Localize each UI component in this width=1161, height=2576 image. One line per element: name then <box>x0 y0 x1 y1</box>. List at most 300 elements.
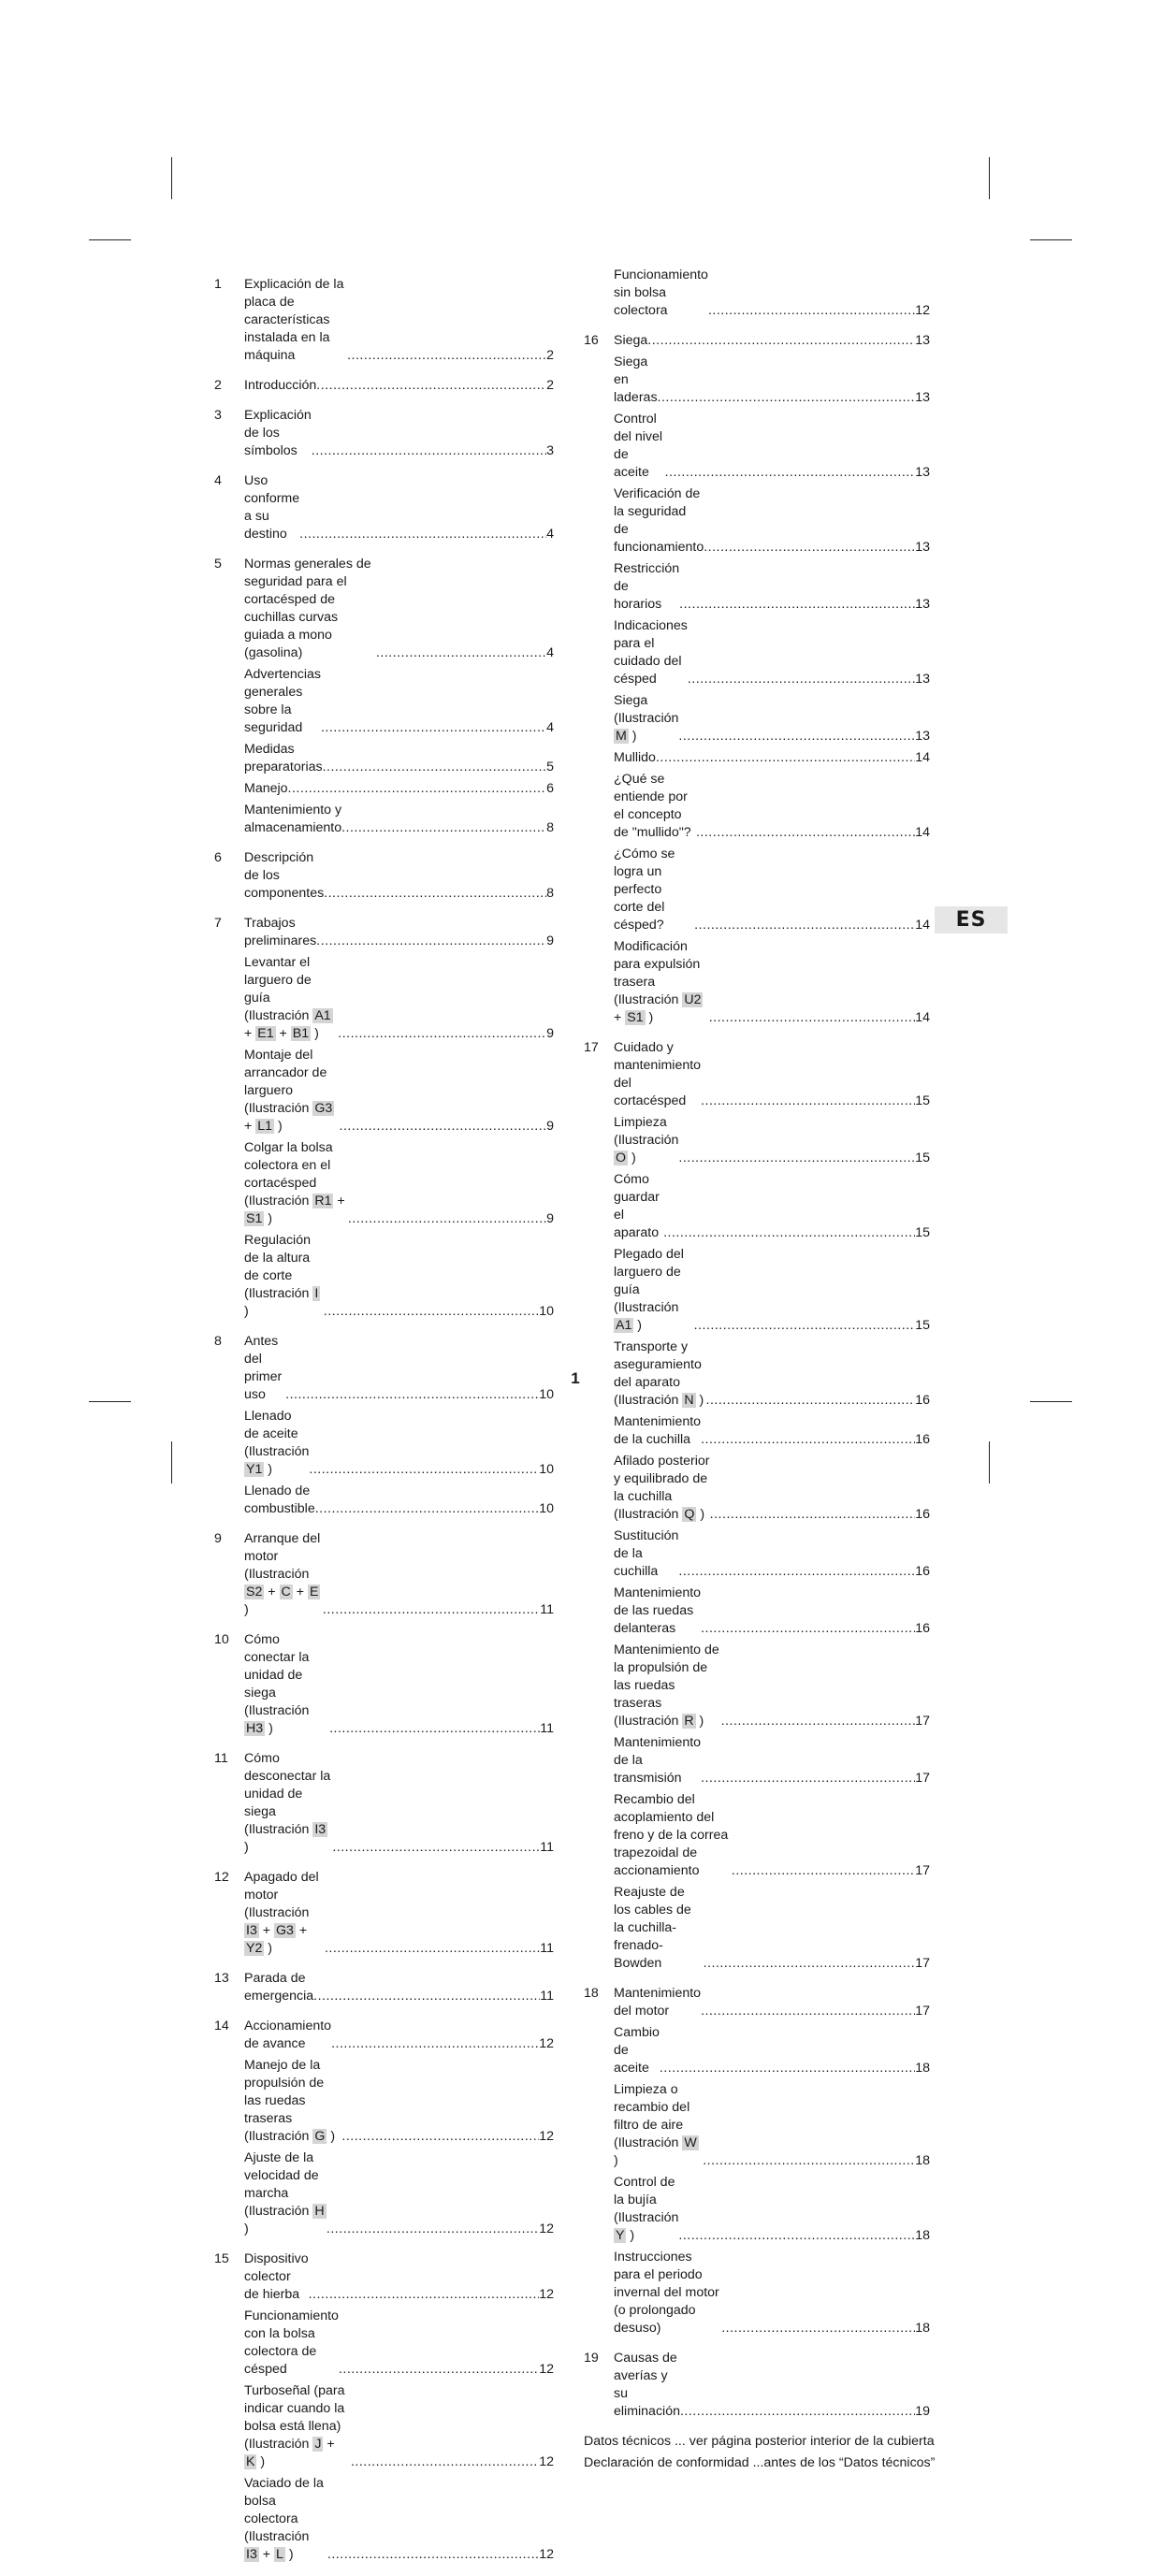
dot-leader <box>299 526 546 543</box>
toc-entry-title <box>244 377 316 395</box>
toc-subsection-line[interactable] <box>614 354 930 407</box>
illustration-ref: B1 <box>292 1026 310 1041</box>
toc-entry-title <box>244 1232 324 1321</box>
dot-leader <box>706 1392 916 1410</box>
toc-subsection-line[interactable] <box>614 771 930 842</box>
dot-leader <box>660 2060 915 2077</box>
dot-leader <box>678 1150 915 1167</box>
toc-title-text: ) <box>264 1211 273 1226</box>
toc-page-number: 4 <box>546 527 554 542</box>
toc-entry-title <box>244 2308 342 2379</box>
toc-entry <box>214 2018 554 2238</box>
dot-leader <box>694 917 915 934</box>
dot-leader <box>341 2128 539 2146</box>
illustration-ref: A1 <box>314 1008 331 1023</box>
toc-subsection-line[interactable] <box>614 2249 930 2337</box>
toc-entry <box>214 276 554 365</box>
toc-title-text: Limpieza (Ilustración <box>614 1115 683 1148</box>
toc-chapter-line[interactable] <box>244 915 554 950</box>
toc-page-number: 12 <box>539 2547 554 2562</box>
toc-title-text: ) <box>244 1286 325 1319</box>
dot-leader <box>665 464 916 482</box>
toc-chapter-number: 5 <box>214 557 222 572</box>
toc-subsection-line[interactable] <box>614 617 930 688</box>
toc-page-number: 12 <box>915 303 930 318</box>
toc-left-column <box>214 276 554 2576</box>
toc-title-text: Colgar la bolsa colectora en el cortacésped (Ilustración <box>244 1140 337 1208</box>
toc-title-text: Arranque del motor (Ilustración <box>244 1531 325 1582</box>
toc-chapter-line[interactable] <box>244 849 554 903</box>
toc-entry-title <box>614 1791 732 1880</box>
toc-subsection-line[interactable] <box>614 1339 930 1410</box>
dot-leader <box>348 1210 546 1228</box>
toc-page-number: 16 <box>915 1564 930 1579</box>
toc-title-text: Llenado de aceite (Ilustración <box>244 1409 313 1459</box>
toc-entry <box>584 1039 930 1973</box>
toc-chapter-line[interactable] <box>244 1631 554 1738</box>
dot-leader <box>321 719 546 737</box>
toc-title-text: Advertencias generales sobre la seguridad <box>244 667 325 735</box>
toc-subsection-line[interactable] <box>614 560 930 614</box>
toc-subsection-line[interactable] <box>614 692 930 745</box>
toc-entry <box>214 1750 554 1857</box>
toc-chapter-line[interactable] <box>244 407 554 460</box>
illustration-ref: A1 <box>616 1318 632 1333</box>
toc-title-text: Introducción <box>244 378 317 393</box>
toc-subsection-line[interactable] <box>614 411 930 482</box>
toc-title-text: Manejo <box>244 781 288 796</box>
illustration-ref: I <box>314 1286 319 1301</box>
toc-subsection-line[interactable] <box>244 666 554 737</box>
toc-title-text: ) <box>626 2228 635 2243</box>
toc-page-number: 2 <box>546 378 554 393</box>
toc-title-text: + <box>333 1194 349 1208</box>
toc-subsection-line[interactable] <box>244 2057 554 2146</box>
illustration-ref: M <box>616 729 627 744</box>
toc-page-number: 14 <box>915 825 930 840</box>
toc-page-number: 13 <box>915 390 930 405</box>
toc-entry-title <box>244 2475 327 2564</box>
toc-entry-title <box>614 1527 683 1581</box>
toc-chapter-line[interactable] <box>244 1970 554 2005</box>
toc-subsection-line[interactable] <box>614 1413 930 1449</box>
toc-chapter-line[interactable] <box>244 556 554 662</box>
dot-leader <box>701 2003 915 2020</box>
dot-leader <box>309 1461 539 1479</box>
toc-title-text: Mantenimiento del motor <box>614 1986 705 2019</box>
toc-entry <box>584 1985 930 2337</box>
language-tab: ES <box>935 906 1008 933</box>
toc-title-text: ) <box>327 2129 336 2144</box>
toc-entry-title <box>244 1530 323 1619</box>
toc-subsection-line[interactable] <box>614 1453 930 1524</box>
crop-mark-top-right-vertical <box>989 157 990 199</box>
toc-title-text: Indicaciones para el cuidado del césped <box>614 618 691 687</box>
toc-title-text: Cómo guardar el aparato <box>614 1172 663 1240</box>
toc-subsection-line[interactable] <box>614 1791 930 1880</box>
toc-entry-title <box>244 2382 351 2471</box>
dot-leader <box>325 1940 540 1958</box>
toc-title-text: Uso conforme a su destino <box>244 473 304 542</box>
dot-leader <box>331 2035 539 2053</box>
toc-chapter-line[interactable] <box>614 1985 930 2020</box>
toc-title-text: Cómo desconectar la unidad de siega (Ilustración <box>244 1751 335 1837</box>
toc-chapter-number: 3 <box>214 408 222 423</box>
toc-subsection-line[interactable] <box>614 1884 930 1973</box>
toc-chapter-number: 2 <box>214 378 222 393</box>
toc-entry <box>214 1530 554 1619</box>
toc-entry-title <box>614 1339 706 1410</box>
toc-page-number: 13 <box>915 672 930 687</box>
toc-entry-title <box>614 1171 663 1242</box>
toc-entry-title <box>244 1869 325 1958</box>
illustration-ref: R1 <box>314 1194 332 1208</box>
dot-leader <box>316 377 546 395</box>
toc-title-text: Mantenimiento de la cuchilla <box>614 1414 705 1447</box>
toc-subsection-line[interactable] <box>614 1171 930 1242</box>
toc-chapter-number: 8 <box>214 1334 222 1349</box>
toc-title-text: Causas de averías y su eliminación <box>614 2351 681 2419</box>
toc-chapter-line[interactable] <box>244 377 554 395</box>
toc-title-text: Verificación de la seguridad de funcionamiento <box>614 486 704 555</box>
toc-entry-title <box>614 2081 703 2170</box>
toc-page-number: 11 <box>540 1989 554 2004</box>
toc-page-number: 12 <box>539 2221 554 2236</box>
toc-chapter-number: 9 <box>214 1531 222 1546</box>
toc-title-text: Cuidado y mantenimiento del cortacésped <box>614 1040 705 1108</box>
toc-entry-title <box>244 741 323 776</box>
toc-title-text: Vaciado de la bolsa colectora (Ilustración <box>244 2476 327 2544</box>
toc-chapter-number: 11 <box>214 1751 228 1766</box>
toc-chapter-line[interactable] <box>244 472 554 543</box>
illustration-ref: L <box>276 2547 283 2562</box>
toc-title-text: Levantar el larguero de guía (Ilustración <box>244 955 315 1023</box>
toc-page-number: 16 <box>915 1393 930 1408</box>
dot-leader <box>339 2361 539 2379</box>
toc-title-text: ) <box>244 1822 332 1855</box>
toc-title-text: Mullido <box>614 750 656 765</box>
dot-leader <box>324 1303 539 1321</box>
toc-title-text: Transporte y aseguramiento del aparato (Ilustración <box>614 1339 705 1408</box>
toc-page-number: 15 <box>915 1151 930 1165</box>
dot-leader <box>678 728 915 745</box>
toc-entry-title <box>244 556 376 662</box>
toc-title-text: Medidas preparatorias <box>244 742 323 774</box>
toc-entry-title <box>244 407 315 460</box>
dot-leader <box>315 1500 540 1518</box>
toc-chapter-line[interactable] <box>244 1333 554 1404</box>
illustration-ref: G3 <box>314 1101 333 1116</box>
toc-subsection-line[interactable] <box>244 1232 554 1321</box>
dot-leader <box>312 442 546 460</box>
crop-mark-bottom-right-horizontal <box>1030 1401 1072 1402</box>
toc-subsection-line[interactable] <box>614 938 930 1027</box>
toc-subsection-line[interactable] <box>244 2149 554 2238</box>
toc-page-number: 13 <box>915 540 930 555</box>
dot-leader <box>351 2453 539 2471</box>
dot-leader <box>323 759 547 776</box>
toc-entry-title <box>614 1413 705 1449</box>
toc-title-text: Cómo conectar la unidad de siega (Ilustración <box>244 1632 313 1718</box>
toc-entry-title <box>614 1734 705 1787</box>
toc-title-text: Normas generales de seguridad para el cortacésped de cuchillas curvas guiada a mono (gasolina) <box>244 557 375 660</box>
toc-title-text: ) <box>695 1393 704 1408</box>
toc-title-text: Ajuste de la velocidad de marcha (Ilustración <box>244 2150 323 2219</box>
toc-title-text: Mantenimiento de las ruedas delanteras <box>614 1585 705 1636</box>
toc-subsection-line[interactable] <box>244 802 554 837</box>
toc-chapter-line[interactable] <box>244 2250 554 2304</box>
toc-subsection-line[interactable] <box>614 1114 930 1167</box>
dot-leader <box>327 2546 539 2564</box>
illustration-ref: H3 <box>246 1721 264 1736</box>
toc-title-text: + <box>275 1026 291 1041</box>
dot-leader <box>679 596 915 614</box>
toc-chapter-line[interactable] <box>614 2350 930 2421</box>
toc-entry-title <box>244 1408 313 1479</box>
toc-entry-title <box>614 560 684 614</box>
illustration-ref: S2 <box>246 1585 263 1599</box>
toc-subsection-line[interactable] <box>244 1139 554 1228</box>
toc-chapter-line[interactable] <box>614 1039 930 1110</box>
toc-title-text: ) <box>695 1714 704 1729</box>
page-number: 1 <box>571 1369 580 1387</box>
toc-page-number: 16 <box>915 1432 930 1447</box>
dot-leader <box>323 1601 540 1619</box>
toc-subsection-line[interactable] <box>614 1527 930 1581</box>
illustration-ref: I3 <box>314 1822 327 1837</box>
toc-entry-title <box>244 1333 285 1404</box>
toc-subsection-line[interactable] <box>244 2308 554 2379</box>
toc-title-text: + <box>292 1585 308 1599</box>
toc-entry-title <box>244 1047 340 1136</box>
dot-leader <box>376 644 546 662</box>
toc-page-number: 14 <box>915 750 930 765</box>
dot-leader <box>340 1118 547 1136</box>
dot-leader <box>324 885 546 903</box>
toc-entry-title <box>614 692 683 745</box>
toc-title-text: + <box>244 1101 339 1134</box>
toc-title-text: Sustitución de la cuchilla <box>614 1528 683 1579</box>
toc-subsection-line[interactable] <box>614 2174 930 2245</box>
toc-right-entries <box>584 267 930 2421</box>
toc-subsection-line[interactable] <box>614 2024 930 2077</box>
toc-title-text: ) <box>256 2454 266 2469</box>
illustration-ref: K <box>246 2454 255 2469</box>
dot-leader <box>701 1770 915 1787</box>
toc-title-text: ) <box>633 1318 643 1333</box>
toc-title-text: ) <box>614 2135 703 2168</box>
toc-entry-title <box>614 617 691 688</box>
toc-entry-title <box>244 276 347 365</box>
toc-page-number: 18 <box>915 2321 930 2336</box>
dot-leader <box>701 1431 915 1449</box>
toc-entry-title <box>614 1985 705 2020</box>
toc-title-text: ) <box>264 1462 273 1477</box>
toc-subsection-line[interactable] <box>614 1585 930 1638</box>
crop-mark-bottom-right-vertical <box>989 1441 990 1483</box>
illustration-ref: E <box>309 1585 319 1599</box>
toc-subsection-line[interactable] <box>244 741 554 776</box>
illustration-ref: J <box>314 2437 322 2452</box>
illustration-ref: H <box>314 2204 325 2219</box>
toc-title-text: ¿Qué se entiende por el concepto de "mullido"? <box>614 772 691 840</box>
toc-page-number: 13 <box>915 597 930 612</box>
toc-title-text: + <box>614 992 707 1025</box>
toc-entry <box>214 1333 554 1518</box>
toc-title-text: Control de la bujía (Ilustración <box>614 2175 683 2225</box>
crop-mark-bottom-left-horizontal <box>89 1401 131 1402</box>
toc-page-number: 14 <box>915 1010 930 1025</box>
toc-title-text: + <box>295 1923 312 1938</box>
toc-entry-title <box>244 2149 330 2238</box>
illustration-ref: L1 <box>257 1119 273 1134</box>
toc-subsection-line[interactable] <box>244 2475 554 2564</box>
toc-entry-title <box>614 332 647 350</box>
toc-page-number: 10 <box>539 1387 554 1402</box>
toc-subsection-line[interactable] <box>244 2382 554 2471</box>
illustration-ref: S1 <box>627 1010 644 1025</box>
toc-page-number: 17 <box>915 1863 930 1878</box>
toc-title-text: ) <box>628 1151 636 1165</box>
toc-entry-title <box>614 1884 704 1973</box>
toc-entry <box>214 1869 554 1958</box>
toc-title-text: Mantenimiento y almacenamiento <box>244 803 346 835</box>
dot-leader <box>288 780 547 798</box>
toc-entry-title <box>614 1246 694 1335</box>
toc-subsection-line[interactable] <box>244 1408 554 1479</box>
toc-chapter-line[interactable] <box>244 1530 554 1619</box>
toc-entry <box>584 2350 930 2421</box>
toc-entry-title <box>244 472 304 543</box>
dot-leader <box>316 933 546 950</box>
dot-leader <box>708 302 915 320</box>
toc-page-number: 10 <box>539 1462 554 1477</box>
dot-leader <box>309 2286 540 2304</box>
toc-entry-title <box>614 749 656 767</box>
toc-title-text: Funcionamiento sin bolsa colectora <box>614 268 712 318</box>
toc-title-text: ) <box>311 1026 319 1041</box>
toc-entry-title <box>244 1631 329 1738</box>
toc-subsection-line[interactable] <box>614 2081 930 2170</box>
toc-subsection-line[interactable] <box>614 846 930 934</box>
toc-subsection-line[interactable] <box>244 954 554 1043</box>
toc-chapter-number: 1 <box>214 277 222 292</box>
illustration-ref: I3 <box>246 1923 257 1938</box>
toc-chapter-line[interactable] <box>244 276 554 365</box>
toc-page-number: 16 <box>915 1621 930 1636</box>
dot-leader <box>721 2320 915 2337</box>
toc-title-text: ) <box>696 1507 705 1522</box>
toc-title-text: Antes del primer uso <box>244 1334 286 1402</box>
toc-page-number: 18 <box>915 2228 930 2243</box>
toc-title-text: + <box>258 1923 275 1938</box>
toc-title-text: ) <box>645 1010 654 1025</box>
toc-title-text: Parada de emergencia <box>244 1971 314 2004</box>
toc-title-text: Mantenimiento de la propulsión de las ruedas traseras (Ilustración <box>614 1643 723 1729</box>
illustration-ref: C <box>281 1585 291 1599</box>
toc-title-text: Mantenimiento de la transmisión <box>614 1735 705 1786</box>
dot-leader <box>732 1862 915 1880</box>
toc-title-text: Descripción de los componentes <box>244 850 325 901</box>
toc-page-number: 9 <box>546 1211 554 1226</box>
dot-leader <box>347 347 546 365</box>
toc-subsection-line[interactable] <box>244 780 554 798</box>
toc-entry-title <box>614 2249 721 2337</box>
illustration-ref: Y1 <box>246 1462 263 1477</box>
toc-page-number: 12 <box>539 2129 554 2144</box>
toc-title-text: Reajuste de los cables de la cuchilla-frenado-Bowden <box>614 1885 695 1971</box>
toc-title-text: ) <box>244 1585 325 1617</box>
illustration-ref: G3 <box>276 1923 294 1938</box>
toc-title-text: Recambio del acoplamiento del freno y de la correa trapezoidal de accionamiento <box>614 1792 733 1878</box>
toc-chapter-line[interactable] <box>244 1869 554 1958</box>
toc-title-text: Explicación de la placa de características instalada en la máquina <box>244 277 348 363</box>
toc-title-text: Manejo de la propulsión de las ruedas traseras (Ilustración <box>244 2058 328 2144</box>
illustration-ref: O <box>616 1151 627 1165</box>
toc-chapter-number: 12 <box>214 1870 229 1885</box>
crop-mark-bottom-left-vertical <box>171 1441 172 1483</box>
dot-leader <box>710 1506 916 1524</box>
toc-entry <box>214 1970 554 2005</box>
toc-chapter-number: 18 <box>584 1986 599 2001</box>
toc-entry-title <box>244 780 288 798</box>
dot-leader <box>663 1224 915 1242</box>
crop-mark-top-right-horizontal <box>1030 239 1072 240</box>
toc-page-number: 13 <box>915 729 930 744</box>
toc-subsection-line[interactable] <box>244 1483 554 1518</box>
toc-chapter-number: 13 <box>214 1971 229 1986</box>
toc-page-number: 9 <box>546 1119 554 1134</box>
toc-page-number: 3 <box>546 443 554 458</box>
toc-entry-title <box>614 2174 683 2245</box>
toc-chapter-line[interactable] <box>614 332 930 350</box>
toc-subsection-line[interactable] <box>614 1642 930 1730</box>
toc-title-text: Turboseñal (para indicar cuando la bolsa está llena) (Ilustración <box>244 2383 349 2452</box>
toc-chapter-line[interactable] <box>614 267 930 320</box>
toc-chapter-number: 10 <box>214 1632 229 1647</box>
toc-entry-title <box>244 1139 348 1228</box>
toc-entry <box>214 472 554 543</box>
toc-chapter-line[interactable] <box>244 1750 554 1857</box>
toc-entry-title <box>244 915 316 950</box>
dot-leader <box>338 1025 546 1043</box>
toc-page-number: 12 <box>539 2454 554 2469</box>
toc-entry-title <box>244 849 324 903</box>
toc-title-text: Explicación de los símbolos <box>244 408 315 458</box>
toc-chapter-line[interactable] <box>244 2018 554 2053</box>
toc-subsection-line[interactable] <box>244 1047 554 1136</box>
toc-entry-title <box>614 2024 663 2077</box>
toc-title-text: Limpieza o recambio del filtro de aire (Ilustración <box>614 2082 694 2150</box>
dot-leader <box>694 1317 916 1335</box>
toc-entry <box>584 267 930 320</box>
toc-subsection-line[interactable] <box>614 1734 930 1787</box>
toc-page-number: 12 <box>539 2036 554 2051</box>
toc-title-text: Modificación para expulsión trasera (Ilustración <box>614 939 704 1007</box>
toc-page-number: 13 <box>915 333 930 348</box>
dot-leader <box>329 1720 540 1738</box>
toc-subsection-line[interactable] <box>614 485 930 557</box>
toc-entry-title <box>614 1039 705 1110</box>
illustration-ref: I3 <box>246 2547 257 2562</box>
toc-entry-title <box>614 2350 680 2421</box>
toc-subsection-line[interactable] <box>614 749 930 767</box>
toc-chapter-number: 15 <box>214 2251 229 2266</box>
toc-subsection-line[interactable] <box>614 1246 930 1335</box>
toc-entry <box>214 556 554 837</box>
toc-title-text: + <box>323 2437 339 2452</box>
toc-page-number: 14 <box>915 918 930 933</box>
